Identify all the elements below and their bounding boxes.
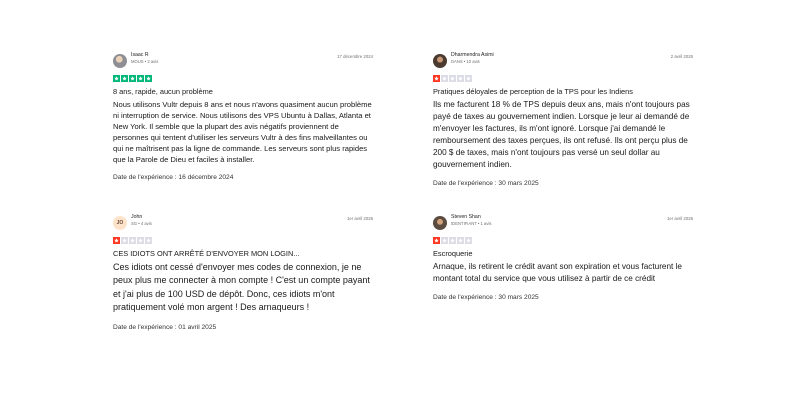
star-filled-icon bbox=[433, 75, 440, 82]
review-date: 17 décembre 2024 bbox=[337, 54, 373, 59]
review-title[interactable]: Escroquerie bbox=[433, 249, 473, 258]
star-rating bbox=[433, 237, 693, 244]
reviewer-name[interactable]: Dharmendra Asimi bbox=[451, 52, 494, 58]
experience-date: Date de l'expérience : 16 décembre 2024 bbox=[113, 174, 234, 181]
review-text: Arnaque, ils retirent le crédit avant son expiration et vous facturent le montant total du service que vous utilisez à partir de ce crédit bbox=[433, 262, 682, 283]
reviewer-info bbox=[451, 53, 671, 64]
review-header bbox=[433, 215, 693, 231]
experience-date: Date de l'expérience : 30 mars 2025 bbox=[433, 294, 539, 301]
reviewer-info bbox=[451, 215, 667, 226]
review-text: Ils me facturent 18 % de TPS depuis deux ans, mais n'ont toujours pas payé de taxes au gouvernement indien. Lorsque je leur ai demandé de m'envoyer les factures, ils m'ont ignoré. Lorsque j'ai demandé le remboursement des taxes perçues, ils ont refusé. Ils ont perçu plus de 200 $ de taxes, mais n'ont toujours pas versé un seul dollar au gouvernement indien. bbox=[433, 100, 690, 169]
star-empty-icon bbox=[145, 237, 152, 244]
star-filled-icon bbox=[433, 237, 440, 244]
star-empty-icon bbox=[441, 75, 448, 82]
review-title[interactable]: 8 ans, rapide, aucun problème bbox=[113, 87, 213, 96]
star-filled-icon bbox=[113, 237, 120, 244]
star-filled-icon bbox=[145, 75, 152, 82]
reviewer-info bbox=[131, 53, 337, 64]
star-empty-icon bbox=[441, 237, 448, 244]
star-rating bbox=[113, 237, 373, 244]
star-filled-icon bbox=[129, 75, 136, 82]
review-card bbox=[433, 215, 693, 301]
star-filled-icon bbox=[137, 75, 144, 82]
review-text: Nous utilisons Vultr depuis 8 ans et nous n'avons quasiment aucun problème ni interruption de service. Nous utilisons des VPS Ubuntu à Dallas, Atlanta et New York. Il semble que la plupart des avis négatifs proviennent de personnes qui tentent d'utiliser les serveurs Vultr à des fins malveillantes ou qui ne maîtrisent pas la ligne de commande. Les serveurs sont plus rapides que la Parole de Dieu et faciles à installer. bbox=[113, 100, 372, 164]
reviewer-meta: MOUS • 2 avis bbox=[131, 59, 159, 65]
review-text: Ces idiots ont cessé d'envoyer mes codes de connexion, je ne peux plus me connecter à mon compte ! C'est un compte payant et j'ai plus de 100 USD de dépôt. Donc, ces idiots m'ont pratiquement volé mon argent ! Des arnaqueurs ! bbox=[113, 262, 370, 313]
reviewer-meta: SG • 4 avis bbox=[131, 221, 152, 227]
star-filled-icon bbox=[121, 75, 128, 82]
reviewer-name[interactable]: Steven Shan bbox=[451, 214, 481, 220]
star-rating bbox=[433, 75, 693, 82]
star-empty-icon bbox=[457, 75, 464, 82]
reviewer-meta: IDENTIFIANT • 1 avis bbox=[451, 221, 492, 227]
review-card bbox=[113, 215, 373, 331]
review-header bbox=[113, 53, 373, 69]
star-empty-icon bbox=[129, 237, 136, 244]
review-title[interactable]: Pratiques déloyales de perception de la TPS pour les Indiens bbox=[433, 87, 633, 96]
review-date: 1er avril 2025 bbox=[666, 216, 693, 221]
review-card bbox=[113, 53, 373, 181]
avatar[interactable] bbox=[433, 54, 447, 68]
reviewer-name[interactable]: Isaac R bbox=[131, 52, 149, 58]
reviewer-info bbox=[131, 215, 347, 226]
review-header bbox=[113, 215, 373, 231]
avatar[interactable] bbox=[433, 216, 447, 230]
review-date: 2 avril 2025 bbox=[670, 54, 693, 59]
star-filled-icon bbox=[113, 75, 120, 82]
star-rating bbox=[113, 75, 373, 82]
reviewer-meta: DANS • 10 avis bbox=[451, 59, 480, 65]
avatar[interactable]: JO bbox=[113, 216, 127, 230]
star-empty-icon bbox=[465, 75, 472, 82]
star-empty-icon bbox=[137, 237, 144, 244]
star-empty-icon bbox=[457, 237, 464, 244]
experience-date: Date de l'expérience : 30 mars 2025 bbox=[433, 180, 539, 187]
star-empty-icon bbox=[465, 237, 472, 244]
star-empty-icon bbox=[449, 237, 456, 244]
avatar[interactable] bbox=[113, 54, 127, 68]
star-empty-icon bbox=[449, 75, 456, 82]
review-card bbox=[433, 53, 693, 187]
star-empty-icon bbox=[121, 237, 128, 244]
reviewer-name[interactable]: John bbox=[131, 214, 143, 220]
review-date: 1er avril 2025 bbox=[346, 216, 373, 221]
review-title[interactable]: CES IDIOTS ONT ARRÊTÉ D'ENVOYER MON LOGIN... bbox=[113, 249, 300, 258]
experience-date: Date de l'expérience : 01 avril 2025 bbox=[113, 323, 217, 331]
review-header bbox=[433, 53, 693, 69]
